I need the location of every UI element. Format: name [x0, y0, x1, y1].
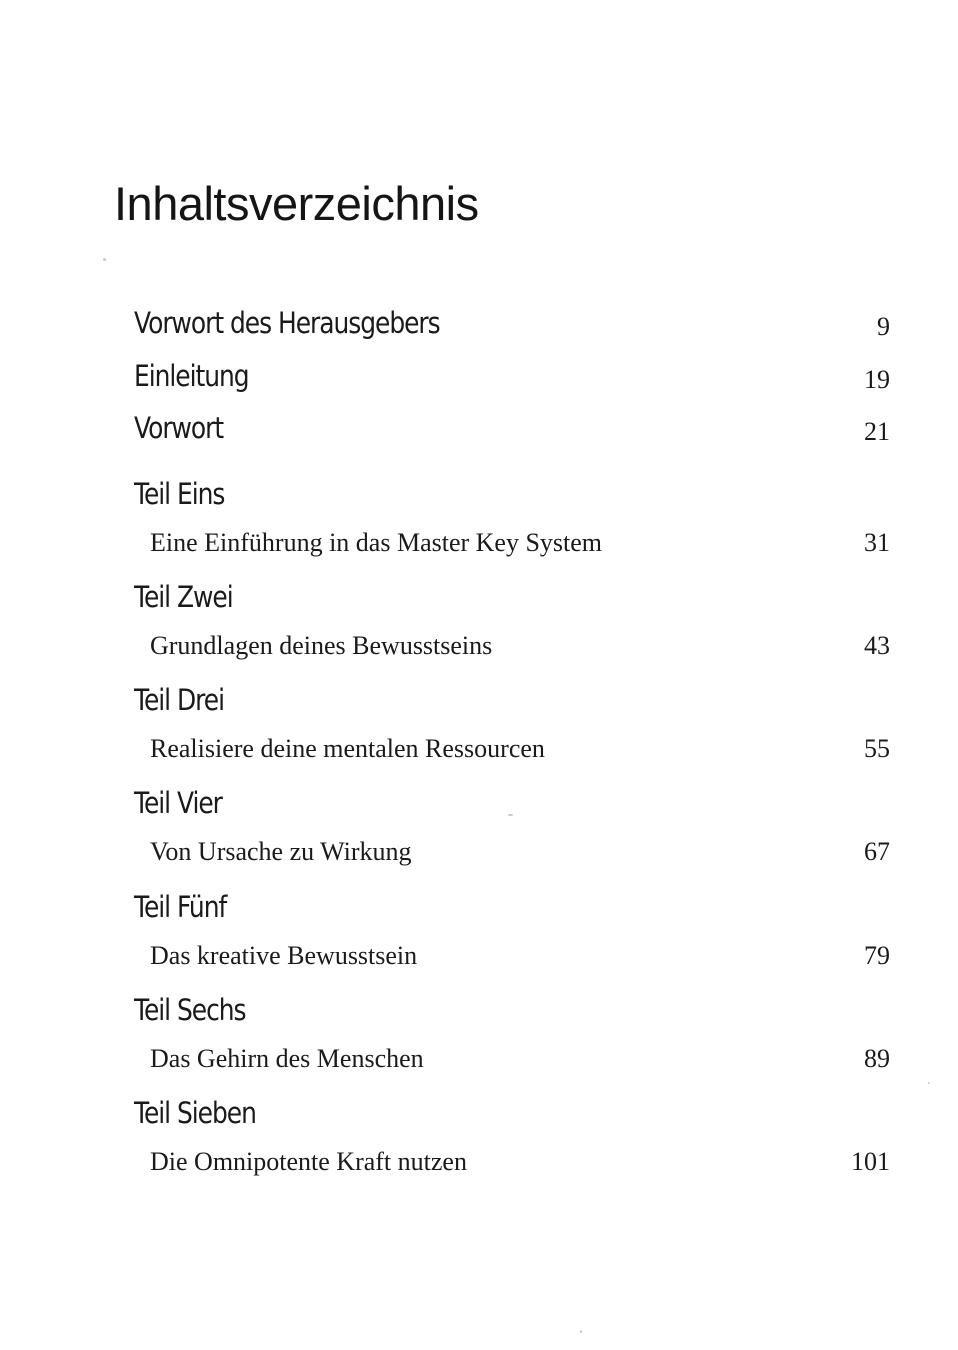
part-page-number: 89 [864, 1044, 890, 1073]
part-title: Teil Drei [134, 683, 225, 717]
part-subtitle: Die Omnipotente Kraft nutzen [150, 1147, 467, 1176]
part-title: Teil Eins [134, 477, 225, 511]
part-subtitle: Das Gehirn des Menschen [150, 1044, 424, 1073]
scan-speck [508, 814, 513, 816]
part-page-number: 43 [864, 631, 890, 660]
part-title: Teil Zwei [134, 580, 233, 614]
part-title: Teil Sieben [134, 1096, 256, 1130]
part-page-number: 101 [851, 1147, 890, 1176]
part-page-number: 31 [864, 528, 890, 557]
part-subtitle: Das kreative Bewusstsein [150, 941, 418, 970]
scan-speck [928, 1082, 930, 1084]
entry-page-number: 21 [864, 417, 890, 446]
part-title: Teil Vier [134, 786, 222, 820]
part-title: Teil Fünf [134, 890, 227, 924]
part-page-number: 67 [864, 837, 890, 866]
part-page-number: 79 [864, 941, 890, 970]
entry-title: Vorwort [134, 411, 224, 445]
entry-title: Vorwort des Herausgebers [134, 306, 440, 340]
part-page-number: 55 [864, 734, 890, 763]
scan-speck [103, 258, 106, 261]
part-subtitle: Eine Einführung in das Master Key System [150, 528, 603, 557]
scan-speck [580, 1330, 582, 1333]
part-subtitle: Grundlagen deines Bewusstseins [150, 631, 493, 660]
toc-heading: Inhaltsverzeichnis [114, 177, 479, 230]
entry-title: Einleitung [134, 359, 249, 393]
entry-page-number: 19 [864, 365, 890, 394]
part-subtitle: Von Ursache zu Wirkung [150, 837, 412, 866]
part-subtitle: Realisiere deine mentalen Ressourcen [150, 734, 545, 763]
part-title: Teil Sechs [134, 993, 246, 1027]
entry-page-number: 9 [877, 312, 890, 341]
